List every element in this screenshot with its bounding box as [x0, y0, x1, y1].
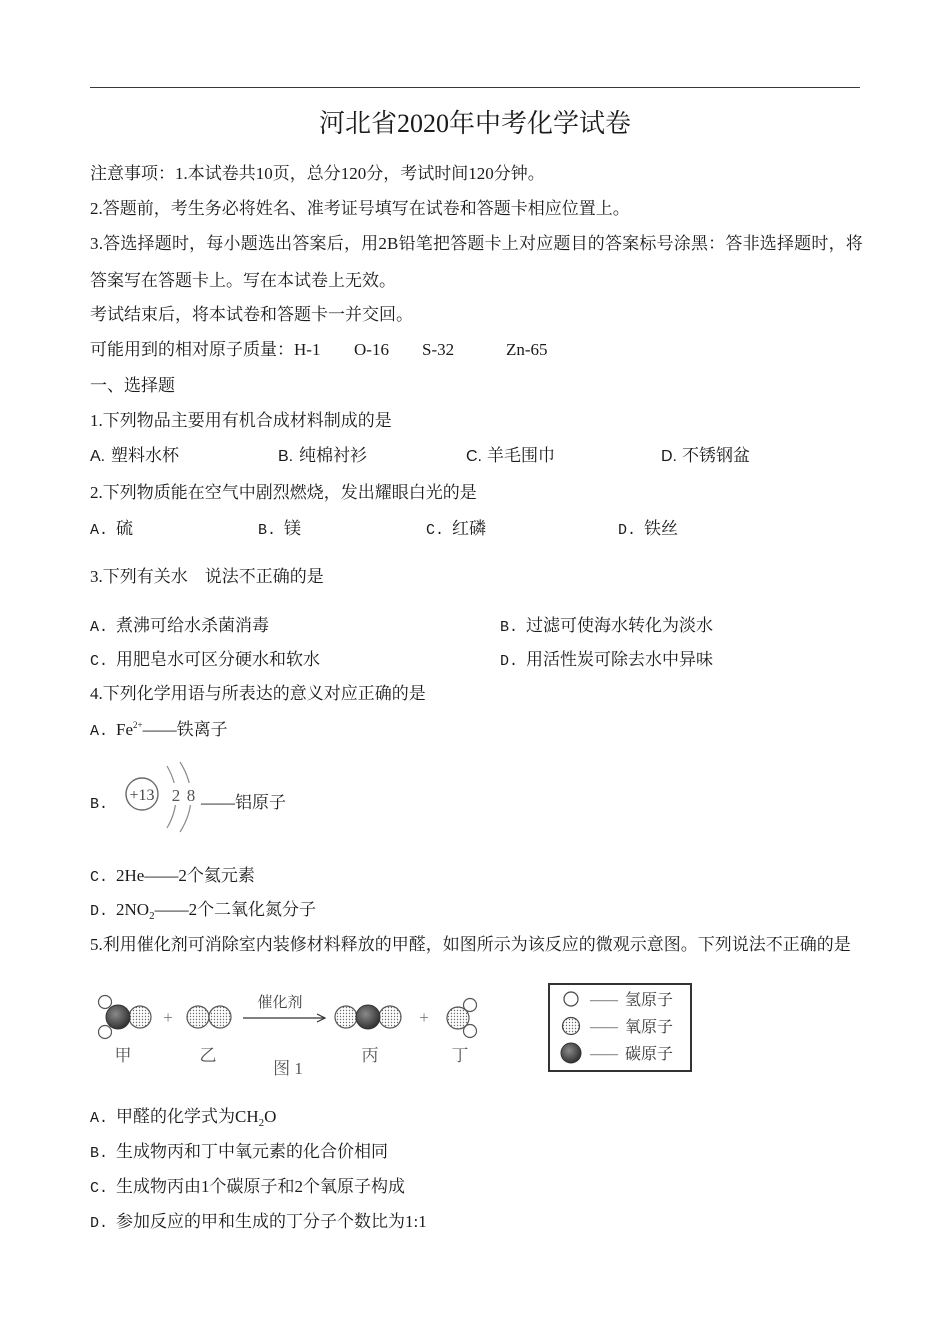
plus-sign: +: [419, 1008, 429, 1027]
question-4-option-b-letter: [90, 791, 116, 815]
catalyst-label: 催化剂: [257, 995, 303, 1011]
option-text: 镁: [284, 519, 301, 538]
exam-title: 河北省2020年中考化学试卷: [318, 109, 631, 138]
option-meaning: ——铁离子: [142, 720, 228, 739]
question-3-option-b: [500, 614, 713, 638]
option-text: 甲醛的化学式为CH: [116, 1107, 259, 1126]
option-letter: B.: [258, 522, 277, 539]
question-5-option-d: [90, 1210, 427, 1234]
formula-text: 2NO: [116, 900, 150, 919]
molecule-label-ding: 丁: [451, 1046, 469, 1065]
question-5-option-a: [90, 1105, 276, 1129]
note-line-4: 答案写在答题卡上。写在本试卷上无效。: [90, 271, 396, 290]
option-text: 羊毛围巾: [487, 446, 555, 465]
atomic-mass-label: 可能用到的相对原子质量：: [90, 340, 294, 359]
oxygen-atom-icon: [129, 1006, 151, 1028]
question-3-option-c: [90, 648, 320, 672]
molecule-formaldehyde: [99, 996, 152, 1039]
question-5-stem: 5.利用催化剂可消除室内装修材料释放的甲醛，如图所示为该反应的微观示意图。下列说法不正确的是: [90, 935, 851, 954]
atom-legend-graphic: [550, 985, 690, 1070]
atom-structure-diagram: [117, 760, 201, 838]
carbon-atom-icon: [561, 1043, 581, 1063]
atom-legend: [548, 983, 692, 1072]
option-text: 生成物丙由1个碳原子和2个氧原子构成: [116, 1177, 405, 1196]
question-1-stem: 1.下列物品主要用有机合成材料制成的是: [90, 411, 392, 430]
atomic-mass-zn: Zn-65: [506, 340, 548, 359]
legend-label-oxygen: 氧原子: [625, 1019, 674, 1036]
oxygen-atom-icon: [209, 1006, 231, 1028]
molecule-label-yi: 乙: [199, 1046, 217, 1065]
option-letter: A.: [90, 1110, 109, 1127]
option-letter: C.: [90, 653, 109, 670]
question-2-option-b: [258, 517, 301, 541]
plus-sign: +: [163, 1008, 173, 1027]
question-4-option-c: [90, 864, 255, 888]
question-2-option-c: [426, 517, 486, 541]
question-5-option-b: [90, 1140, 388, 1164]
molecule-carbon-dioxide: [335, 1005, 401, 1029]
note-line-5: 考试结束后，将本试卷和答题卡一并交回。: [90, 305, 413, 324]
oxygen-atom-icon: [187, 1006, 209, 1028]
option-letter: B.: [90, 1145, 109, 1162]
question-4-option-b-meaning: ——铝原子: [201, 793, 286, 812]
option-text: 铁丝: [644, 519, 678, 538]
shell-electron-count-2: 8: [186, 786, 196, 805]
legend-dash: ——: [590, 1047, 618, 1062]
option-text: 用活性炭可除去水中异味: [526, 650, 713, 669]
question-2-option-a: [90, 517, 133, 541]
header-rule: [90, 87, 860, 88]
option-letter: A.: [90, 448, 106, 465]
option-letter: A.: [90, 723, 109, 740]
hydrogen-atom-icon: [99, 1026, 112, 1039]
carbon-atom-icon: [356, 1005, 380, 1029]
option-letter: D.: [661, 448, 677, 465]
option-text: 红磷: [452, 519, 486, 538]
option-letter: D.: [618, 522, 637, 539]
atomic-mass-h: H-1: [294, 340, 321, 359]
option-text: 2He——2个氦元素: [116, 866, 255, 885]
molecule-water: [447, 999, 477, 1038]
reaction-diagram: [90, 985, 490, 1080]
question-4-option-a: [90, 718, 228, 742]
question-4-stem: 4.下列化学用语与所表达的意义对应正确的是: [90, 684, 426, 703]
question-1-option-d: [661, 444, 750, 468]
option-text: 纯棉衬衫: [299, 446, 367, 465]
question-2-stem: 2.下列物质能在空气中剧烈燃烧，发出耀眼白光的是: [90, 483, 477, 502]
option-letter: D.: [90, 903, 109, 920]
option-text-after: O: [264, 1107, 277, 1126]
option-text: 塑料水杯: [111, 446, 179, 465]
section-title: 一、选择题: [90, 376, 175, 395]
option-text: 参加反应的甲和生成的丁分子个数比为1:1: [116, 1212, 427, 1231]
option-letter: B.: [278, 448, 294, 465]
formula-subscript: 2: [258, 1117, 265, 1129]
option-letter: B.: [500, 619, 519, 636]
option-letter: D.: [90, 1215, 109, 1232]
question-4-option-d: [90, 898, 316, 922]
ion-symbol: Fe: [116, 720, 133, 739]
question-3-stem: 3.下列有关水 说法不正确的是: [90, 567, 324, 586]
question-1-option-c: [466, 444, 555, 468]
question-3-option-a: [90, 614, 269, 638]
legend-label-carbon: 碳原子: [625, 1046, 674, 1063]
option-letter: C.: [426, 522, 445, 539]
option-letter: D.: [500, 653, 519, 670]
option-text: 用肥皂水可区分硬水和软水: [116, 650, 320, 669]
atomic-mass-s: S-32: [422, 340, 455, 359]
nucleus-charge: +13: [129, 787, 155, 804]
question-2-option-d: [618, 517, 678, 541]
question-3-option-d: [500, 648, 713, 672]
legend-dash: ——: [590, 993, 618, 1008]
option-letter: C.: [90, 869, 109, 886]
option-meaning: ——2个二氧化氮分子: [154, 900, 317, 919]
oxygen-atom-icon: [563, 1018, 580, 1035]
option-letter: B.: [90, 796, 109, 813]
ion-charge: 2+: [133, 720, 143, 730]
option-text: 不锈钢盆: [682, 446, 750, 465]
shell-electron-count-1: 2: [171, 786, 181, 805]
question-5-option-c: [90, 1175, 405, 1199]
figure-caption: 图 1: [273, 1059, 303, 1078]
option-text: 过滤可使海水转化为淡水: [526, 616, 713, 635]
hydrogen-atom-icon: [564, 992, 578, 1006]
hydrogen-atom-icon: [99, 996, 112, 1009]
formula-subscript: 2: [149, 910, 155, 922]
option-text: 硫: [116, 519, 133, 538]
atomic-mass-o: O-16: [354, 340, 389, 359]
carbon-atom-icon: [106, 1005, 130, 1029]
question-1-option-b: [278, 444, 367, 468]
molecule-label-jia: 甲: [114, 1046, 132, 1065]
molecule-oxygen: [187, 1006, 231, 1028]
legend-dash: ——: [590, 1020, 618, 1035]
note-line-2: 2.答题前，考生务必将姓名、准考证号填写在试卷和答题卡相应位置上。: [90, 199, 630, 218]
oxygen-atom-icon: [335, 1006, 357, 1028]
option-text: 生成物丙和丁中氧元素的化合价相同: [116, 1142, 388, 1161]
option-letter: C.: [90, 1180, 109, 1197]
question-1-option-a: [90, 444, 179, 468]
option-text: 煮沸可给水杀菌消毒: [116, 616, 269, 635]
option-letter: A.: [90, 522, 109, 539]
note-line-3: 3.答选择题时，每小题选出答案后，用2B铅笔把答题卡上对应题目的答案标号涂黑：答非选择题时，将: [90, 234, 863, 253]
oxygen-atom-icon: [447, 1007, 469, 1029]
legend-label-hydrogen: 氢原子: [625, 992, 674, 1009]
molecule-label-bing: 丙: [361, 1046, 379, 1065]
option-letter: C.: [466, 448, 482, 465]
oxygen-atom-icon: [379, 1006, 401, 1028]
option-letter: A.: [90, 619, 109, 636]
note-line-1: 注意事项：1.本试卷共10页，总分120分，考试时间120分钟。: [90, 164, 545, 183]
